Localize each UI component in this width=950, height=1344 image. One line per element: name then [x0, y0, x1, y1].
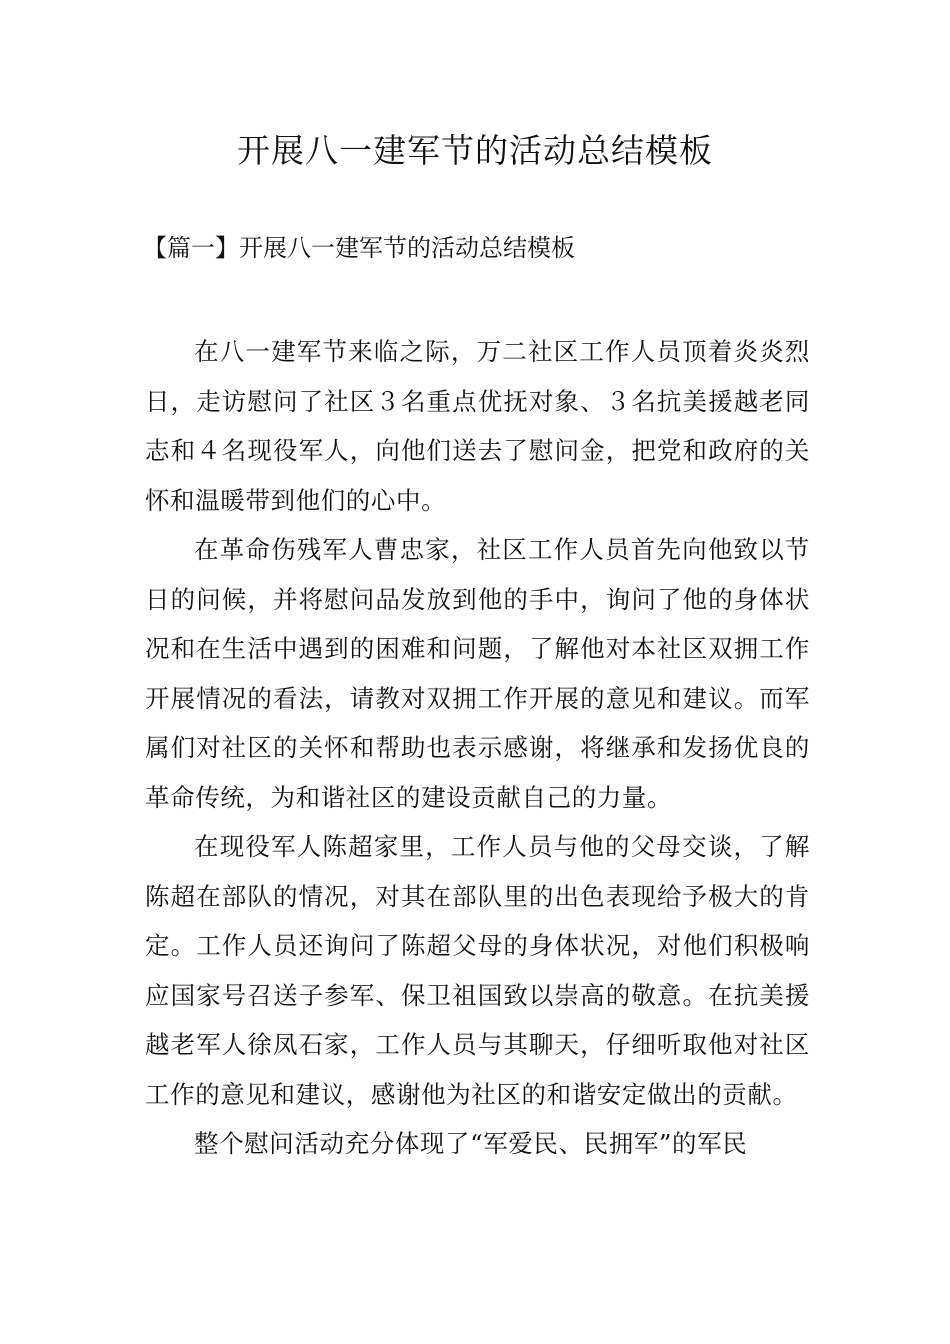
section-heading: 【篇一】开展八一建军节的活动总结模板 — [143, 234, 575, 262]
body-paragraph: 在现役军人陈超家里，工作人员与他的父母交谈，了解陈超在部队的情况，对其在部队里的出色表现给予极大的肯定。工作人员还询问了陈超父母的身体状况，对他们积极响应国家号召送子参军、保卫祖国致以崇高的敬意。在抗美援越老军人徐凤石家，工作人员与其聊天，仔细听取他对社区工作的意见和建议，感谢他为社区的和谐安定做出的贡献。 — [145, 832, 810, 1109]
document-title: 开展八一建军节的活动总结模板 — [237, 131, 713, 170]
body-paragraph: 在八一建军节来临之际，万二社区工作人员顶着炎炎烈日，走访慰问了社区３名重点优抚对象、３名抗美援越老同志和４名现役军人，向他们送去了慰问金，把党和政府的关怀和温暖带到他们的心中。 — [145, 337, 810, 515]
body-paragraph: 整个慰问活动充分体现了“军爱民、民拥军”的军民 — [194, 1129, 748, 1158]
document-body — [145, 327, 810, 1169]
body-paragraph: 在革命伤残军人曹忠家，社区工作人员首先向他致以节日的问候，并将慰问品发放到他的手中，询问了他的身体状况和在生活中遇到的困难和问题，了解他对本社区双拥工作开展情况的看法，请教对双拥工作开展的意见和建议。而军属们对社区的关怀和帮助也表示感谢，将继承和发扬优良的革命传统，为和谐社区的建设贡献自己的力量。 — [145, 535, 810, 812]
